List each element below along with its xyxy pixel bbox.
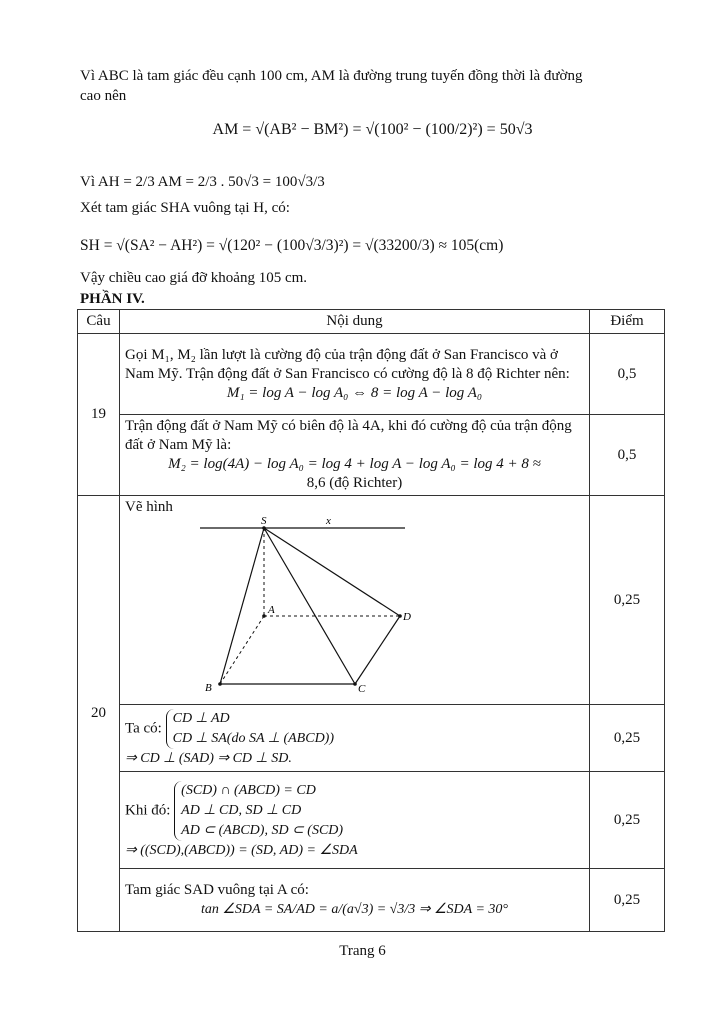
conclusion: Vậy chiều cao giá đỡ khoảng 105 cm. xyxy=(80,270,308,286)
q20-part-2-line-1: CD ⊥ AD xyxy=(172,710,230,726)
q20-part-4-text: Tam giác SAD vuông tại A có: xyxy=(125,882,309,898)
table-row xyxy=(78,869,665,932)
intro-line-2: cao nên xyxy=(80,88,127,104)
intro-line-1: Vì ABC là tam giác đều cạnh 100 cm, AM là đường trung tuyến đồng thời là đường xyxy=(80,68,583,84)
label-x: x xyxy=(326,515,331,527)
q20-part-3-line-4: ⇒ ((SCD),(ABCD)) = (SD, AD) = ∠SDA xyxy=(125,842,358,858)
edge-ab xyxy=(220,616,264,684)
q20-part-4 xyxy=(120,869,590,932)
table-row xyxy=(78,334,665,415)
q19-part-2 xyxy=(120,415,590,496)
table-row xyxy=(78,415,665,496)
table-row xyxy=(78,705,665,772)
q19-part-2-equation-1: M₂ = log(4A) − log A₀ = log 4 + log A − log A₀ = log 4 + 8 ≈ xyxy=(168,456,541,472)
q20-part-1-points: 0,25 xyxy=(590,496,665,705)
header-diem: Điểm xyxy=(590,310,665,334)
q20-part-3-prefix: Khi đó: xyxy=(125,801,171,818)
label-d: D xyxy=(403,611,411,623)
point-c xyxy=(353,682,357,686)
page-footer: Trang 6 xyxy=(339,943,386,959)
point-d xyxy=(398,614,402,618)
point-b xyxy=(218,682,222,686)
grading-table xyxy=(77,309,665,932)
q20-part-2-line-2: CD ⊥ SA(do SA ⊥ (ABCD)) xyxy=(172,730,334,746)
edge-cd xyxy=(355,616,400,684)
q20-part-4-equation: tan ∠SDA = SA/AD = a/(a√3) = √3/3 ⇒ ∠SDA = 30° xyxy=(200,902,508,917)
q20-part-2 xyxy=(120,705,590,772)
q19-part-1-equation: M₁ = log A − log A₀ ⇔ 8 = log A − log A₀ xyxy=(226,384,483,401)
label-s: S xyxy=(261,515,267,527)
table-row xyxy=(78,772,665,869)
q20-part-3-line-3: AD ⊂ (ABCD), SD ⊂ (SCD) xyxy=(181,822,344,838)
header-noi-dung: Nội dung xyxy=(120,310,590,334)
q20-part-3-line-2: AD ⊥ CD, SD ⊥ CD xyxy=(181,802,302,818)
sha-line: Xét tam giác SHA vuông tại H, có: xyxy=(80,200,290,216)
q20-part-3-line-1: (SCD) ∩ (ABCD) = CD xyxy=(181,782,316,798)
q20-part-3-brace xyxy=(174,781,343,841)
equation-ah: Vì AH = 2/3 AM = 2/3 . 50√3 = 100√3/3 xyxy=(80,174,325,190)
question-number-20: 20 xyxy=(78,496,120,932)
q20-draw-label: Vẽ hình xyxy=(125,499,173,515)
label-c: C xyxy=(358,683,366,694)
q20-part-2-line-3: ⇒ CD ⊥ (SAD) ⇒ CD ⊥ SD. xyxy=(125,750,292,766)
q20-part-4-points: 0,25 xyxy=(590,869,665,932)
point-a xyxy=(262,614,266,618)
section-title: PHẦN IV. xyxy=(80,291,145,307)
q20-part-3 xyxy=(120,772,590,869)
label-a: A xyxy=(268,604,275,616)
question-number-19: 19 xyxy=(78,334,120,496)
q20-part-3-points: 0,25 xyxy=(590,772,665,869)
header-cau: Câu xyxy=(78,310,120,334)
q19-part-1-points: 0,5 xyxy=(590,334,665,415)
equation-am: AM = √(AB² − BM²) = √(100² − (100/2)²) = 50√3 xyxy=(212,121,533,138)
q20-part-2-prefix: Ta có: xyxy=(125,719,162,736)
q19-part-2-text: Trận động đất ở Nam Mỹ có biên độ là 4A, khi đó cường độ của trận động đất ở Nam Mỹ là: xyxy=(125,418,572,453)
q20-part-2-points: 0,25 xyxy=(590,705,665,772)
label-b: B xyxy=(205,682,212,694)
edge-sc xyxy=(264,528,355,684)
q20-part-2-brace xyxy=(166,709,334,749)
equation-sh: SH = √(SA² − AH²) = √(120² − (100√3/3)²) = √(33200/3) ≈ 105(cm) xyxy=(80,237,504,254)
table-row xyxy=(78,496,665,705)
table-header-row xyxy=(78,310,665,334)
pyramid-figure xyxy=(200,514,540,694)
q19-part-2-equation-2: 8,6 (độ Richter) xyxy=(306,475,403,491)
edge-sd xyxy=(264,528,400,616)
edge-sb xyxy=(220,528,264,684)
q20-figure-cell xyxy=(120,496,590,705)
q19-part-2-points: 0,5 xyxy=(590,415,665,496)
q19-part-1-text: Gọi M₁, M₂ lần lượt là cường độ của trận động đất ở San Francisco và ở Nam Mỹ. Trận động đất ở San Francisco có cường độ là 8 độ Richter nên: xyxy=(125,346,570,382)
q19-part-1 xyxy=(120,334,590,415)
